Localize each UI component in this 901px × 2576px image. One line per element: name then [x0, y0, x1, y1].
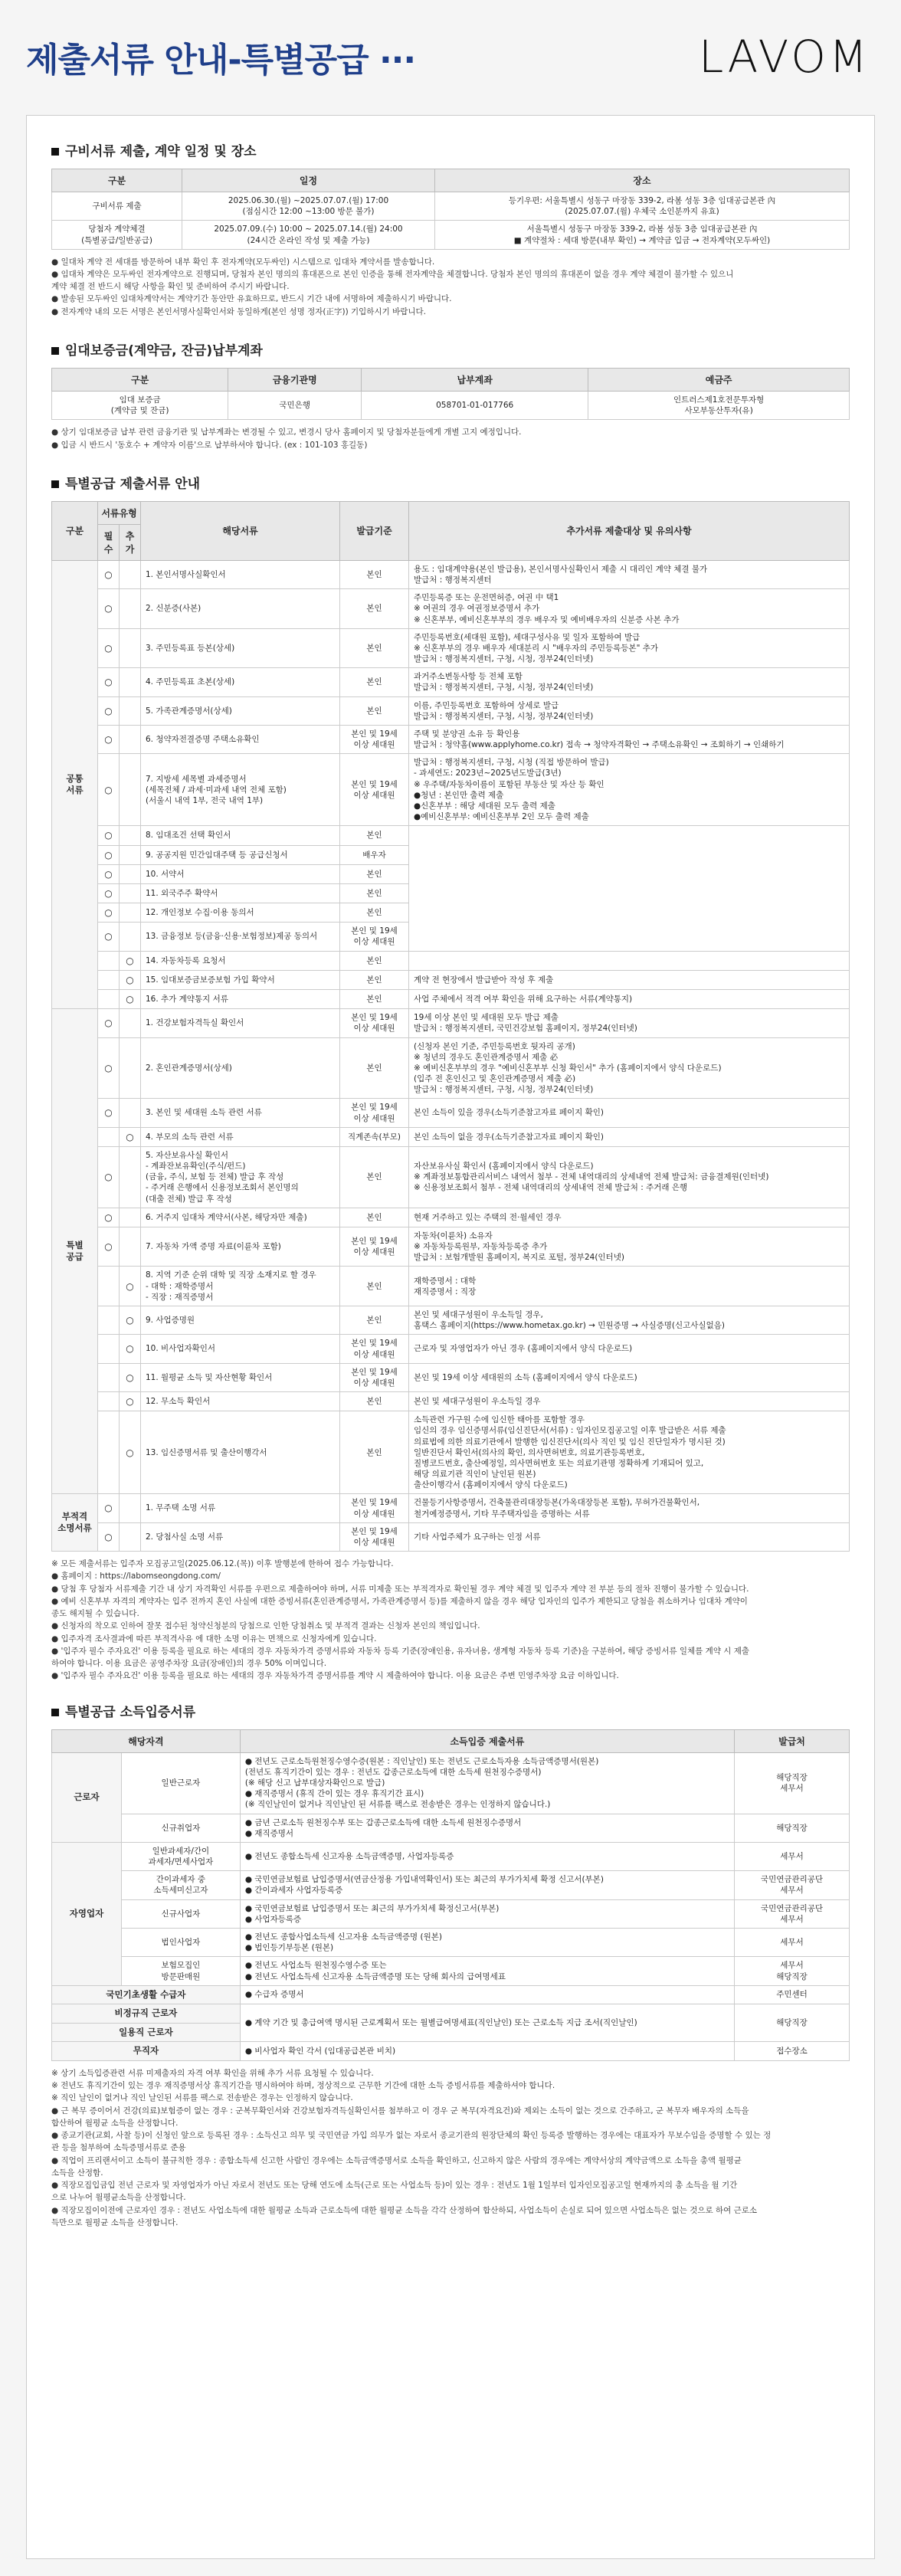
required-mark: ○ — [98, 1099, 120, 1127]
income-note: 관 등을 첨부하여 소득증명서류로 준용 — [51, 2143, 186, 2153]
document-note: 본인 및 19세 이상 세대원의 소득 (홈페이지에서 양식 다운로드) — [409, 1363, 850, 1391]
document-name: 13. 금융정보 등(금융·신용·보험정보)제공 동의서 — [141, 923, 340, 951]
document-note — [409, 826, 850, 951]
col-basis: 발급기준 — [340, 501, 409, 560]
account-header: 금융기관명 — [228, 369, 362, 392]
issue-basis: 본인 — [340, 1392, 409, 1411]
issue-basis: 본인 — [340, 1146, 409, 1208]
additional-mark: ○ — [120, 1335, 141, 1363]
issue-basis: 본인 — [340, 1208, 409, 1227]
issue-basis: 본인 및 19세 이상 세대원 — [340, 1009, 409, 1037]
schedule-cell: 구비서류 제출 — [52, 192, 182, 221]
account-cell: 국민은행 — [228, 392, 362, 420]
account-title: 임대보증금(계약금, 잔금)납부계좌 — [51, 339, 850, 359]
document-name: 8. 지역 기준 순위 대학 및 직장 소재지로 할 경우 - 대학 : 재학증명서 - 직장 : 재직증명서 — [141, 1267, 340, 1306]
issue-basis: 본인 및 19세 이상 세대원 — [340, 1335, 409, 1363]
additional-mark — [120, 923, 141, 951]
income-row — [52, 1928, 850, 1956]
document-name: 1. 건강보험자격득실 확인서 — [141, 1009, 340, 1037]
issue-basis: 본인 — [340, 696, 409, 725]
issue-basis: 본인 — [340, 1267, 409, 1306]
account-table — [51, 368, 850, 420]
additional-mark — [120, 1208, 141, 1227]
income-issuer: 국민연금관리공단 세무서 — [735, 1871, 850, 1899]
additional-mark — [120, 668, 141, 696]
income-note: ● 근 복무 증이어서 건강(의료)보험증이 없는 경우 : 군복무확인서와 건강보험자격득실확인서를 첨부하고 이 경우 군 복무(자격요건)와 제외는 소득이 없는 것으로 간주하고, 군 복무자 배우자의 소득을 — [51, 2106, 749, 2116]
header — [0, 0, 901, 115]
document-name: 14. 자동차등록 요청서 — [141, 951, 340, 970]
special-row — [52, 725, 850, 753]
required-mark — [98, 970, 120, 989]
document-note — [409, 951, 850, 970]
additional-mark: ○ — [120, 989, 141, 1008]
income-doc: ● 전년도 종합소득세 신고자용 소득금액증명, 사업자등록증 — [240, 1842, 734, 1870]
document-name: 4. 부모의 소득 관련 서류 — [141, 1127, 340, 1146]
account-cell: 058701-01-017766 — [362, 392, 588, 420]
document-note: 이름, 주민등록번호 포함하여 상세로 발급 발급처 : 행정복지센터, 구청, 시청, 정부24(인터넷) — [409, 696, 850, 725]
document-note: 건물등기사항증명서, 건축물관리대장등본(가옥대장등본 포함), 무허가건물확인서, 철거예정증명서, 기타 무주택자임을 증명하는 서류 — [409, 1494, 850, 1522]
required-mark: ○ — [98, 668, 120, 696]
qual-subtype: 간이과세자 중 소득세미신고자 — [122, 1871, 241, 1899]
qual-subtype: 보험모집인 방문판매원 — [122, 1957, 241, 1985]
required-mark: ○ — [98, 696, 120, 725]
income-note: ※ 전년도 휴직기간이 있는 경우 재직증명서상 휴직기간을 명시하여야 하며, 정상적으로 근무한 기간에 대한 소득 증빙서류를 제출하셔야 합니다. — [51, 2081, 555, 2090]
document-note: 용도 : 임대계약용(본인 발급용), 본인서명사실확인서 제출 시 대리인 계약 체결 불가 발급처 : 행정복지센터 — [409, 560, 850, 588]
special-row — [52, 1363, 850, 1391]
additional-mark — [120, 1522, 141, 1551]
document-note: 기타 사업주체가 요구하는 인정 서류 — [409, 1522, 850, 1551]
additional-mark — [120, 696, 141, 725]
income-doc: ● 국민연금보험료 납입증명서 또는 최근의 부가가치세 확정신고서(부본) ● 사업자등록증 — [240, 1899, 734, 1928]
document-name: 11. 외국주주 확약서 — [141, 883, 340, 903]
income-note: 으로 나누어 월평균소득을 산정합니다. — [51, 2193, 186, 2203]
required-mark: ○ — [98, 864, 120, 883]
additional-mark — [120, 903, 141, 923]
income-issuer: 해당직장 세무서 — [735, 1752, 850, 1814]
account-notes — [51, 426, 850, 451]
document-name: 10. 비사업자확인서 — [141, 1335, 340, 1363]
issue-basis: 직계존속(부모) — [340, 1127, 409, 1146]
income-row — [52, 1871, 850, 1899]
required-mark: ○ — [98, 1227, 120, 1267]
required-mark: ○ — [98, 826, 120, 845]
document-name: 3. 주민등록표 등본(상세) — [141, 628, 340, 668]
income-doc: ● 전년도 근로소득원천징수영수증(원본 : 직인날인) 또는 전년도 근로소득자용 소득금액증명서(원본) (전년도 휴직기간이 있는 경우 : 전년도 갑종근로소득에 대한 소득세 원천징수증명서) (※ 해당 신고 납부대상자확인으로 발급) ● 재직증명서 (휴직 간이 있는 경우 휴직기간 표시) (※ 직인날인이 없거나 직인날인 된 서류를 팩스로 전송받은 경우는 인정하지 않습니다.) — [240, 1752, 734, 1814]
required-mark: ○ — [98, 923, 120, 951]
additional-mark — [120, 560, 141, 588]
schedule-cell: 당첨자 계약체결 (특별공급/일반공급) — [52, 221, 182, 249]
special-table — [51, 501, 850, 1552]
col-required: 필수 — [98, 524, 120, 560]
document-name: 16. 추가 계약통지 서류 — [141, 989, 340, 1008]
additional-mark: ○ — [120, 1127, 141, 1146]
income-row — [52, 1752, 850, 1814]
document-note: 주택 및 분양권 소유 등 확인용 발급처 : 청약홈(www.applyhome.co.kr) 접속 → 청약자격확인 → 주택소유확인 → 조회하기 → 인쇄하기 — [409, 725, 850, 753]
document-name: 13. 임신증명서류 및 출산이행각서 — [141, 1411, 340, 1494]
group-special: 특별 공급 — [52, 1009, 98, 1494]
income-doc: ● 전년도 사업소득 원천징수영수증 또는 ● 전년도 사업소득세 신고자용 소득금액증명 또는 당해 회사의 급여명세표 — [240, 1957, 734, 1985]
required-mark: ○ — [98, 589, 120, 629]
col-additional: 추가 — [120, 524, 141, 560]
special-row — [52, 589, 850, 629]
document-note: (신청자 본인 기준, 주민등록번호 뒷자리 공개) ※ 청년의 경우도 혼인관계증명서 제출 必 ※ 예비신혼부부의 경우 "예비신혼부부 신청 확인서" 추가 (홈페이지에서 양식 다운로드) (입주 전 혼인신고 및 혼인관계증명서 제출 必) 발급처 : 행정복지센터, 구청, 시청, 정부24(인터넷) — [409, 1037, 850, 1099]
special-note: ● 신청자의 착오로 인하여 잘못 접수된 청약신청분의 당첨으로 인한 당첨취소 및 부적격 결과는 신청자 본인의 책임입니다. — [51, 1621, 480, 1631]
document-name: 2. 신분증(사본) — [141, 589, 340, 629]
document-note: 자동차(이륜차) 소유자 ※ 자동차등록원부, 자동차등록증 추가 발급처 : 보험개발원 홈페이지, 복지로 포털, 정부24(인터넷) — [409, 1227, 850, 1267]
issue-basis: 본인 — [340, 970, 409, 989]
income-note: ● 종교기관(교회, 사찰 등)이 신청인 앞으로 등록된 경우 : 소득신고 의무 및 국민연금 가입 의무가 없는 자로서 종교기관의 원장단체의 확인 등록증 발행하는 경우에는 대표자가 무보수임을 증명할 수 있는 정 — [51, 2131, 772, 2141]
income-note: ※ 상기 소득입증관련 서류 미제출자의 자격 여부 확인을 위해 추가 서류 요청될 수 있습니다. — [51, 2068, 374, 2078]
required-mark — [98, 1411, 120, 1494]
document-note: 주민등록번호(세대원 포함), 세대구성사유 및 일자 포함하여 발급 ※ 신혼부부의 경우 배우자 세대분리 시 "배우자의 주민등록등본" 추가 발급처 : 행정복지센터, 구청, 시청, 정부24(인터넷) — [409, 628, 850, 668]
issue-basis: 본인 — [340, 883, 409, 903]
required-mark — [98, 1335, 120, 1363]
issue-basis: 본인 및 19세 이상 세대원 — [340, 1522, 409, 1551]
col-qualification: 해당자격 — [52, 1729, 241, 1752]
income-note: 합산하여 월평균 소득을 산정합니다. — [51, 2118, 179, 2128]
income-note: 득만으로 월평균 소득을 산정합니다. — [51, 2217, 179, 2227]
income-issuer: 접수장소 — [735, 2042, 850, 2061]
document-name: 7. 자동차 가액 증명 자료(이륜차 포함) — [141, 1227, 340, 1267]
issue-basis: 배우자 — [340, 845, 409, 864]
special-note: ● '입주자 필수 주자요건' 이용 등록을 필요로 하는 세대의 경우 자동차가격 증명서류와 자동차 등록 기준(장애인용, 유자녀용, 생계형 자동차 등록 기준)을 구분하여, 해당 증빙서류 일체를 계약 시 제출 — [51, 1646, 750, 1656]
income-doc: ● 전년도 종합사업소득세 신고자용 소득금액증명 (원본) ● 법인등기부등본 (원본) — [240, 1928, 734, 1956]
income-row — [52, 2042, 850, 2061]
required-mark: ○ — [98, 725, 120, 753]
additional-mark — [120, 1494, 141, 1522]
required-mark: ○ — [98, 1494, 120, 1522]
schedule-note: 계약 체결 전 반드시 해당 사항을 확인 및 준비하여 주시기 바랍니다. — [51, 282, 290, 292]
schedule-row — [52, 221, 850, 249]
schedule-header: 일정 — [182, 169, 435, 192]
income-notes — [51, 2067, 850, 2229]
additional-mark: ○ — [120, 951, 141, 970]
additional-mark: ○ — [120, 1363, 141, 1391]
special-row — [52, 628, 850, 668]
income-row — [52, 1814, 850, 1842]
document-name: 8. 임대조건 선택 확인서 — [141, 826, 340, 845]
document-name: 6. 청약자전결증명 주택소유확인 — [141, 725, 340, 753]
additional-mark — [120, 883, 141, 903]
required-mark — [98, 989, 120, 1008]
additional-mark: ○ — [120, 1267, 141, 1306]
schedule-note: ● 일대차 계약 전 세대를 방문하여 내부 확인 후 전자계약(모두싸인) 시스템으로 임대차 계약서를 발송합니다. — [51, 257, 435, 267]
income-table — [51, 1729, 850, 2061]
document-name: 5. 가족관계증명서(상세) — [141, 696, 340, 725]
document-name: 7. 지방세 세목별 과세증명서 (세목전체 / 과세·미과세 내역 전체 포함) (서울시 내역 1부, 전국 내역 1부) — [141, 754, 340, 826]
document-note: 주민등록증 또는 운전면허증, 여권 中 택1 ※ 여권의 경우 여권정보증명서 추가 ※ 신혼부부, 예비신혼부부의 경우 배우자 및 예비배우자의 신분증 사본 추가 — [409, 589, 850, 629]
document-note: 소득관련 가구원 수에 임신한 태아를 포함할 경우 임신의 경우 임신증명서류(임신진단서(서류) : 임자인모집공고일 이후 발급받은 서류 제출 의료법에 의한 의료기관에서 발행한 임신진단서(의사 직인 및 임신 진단일자가 명시된 것) 일반진단서 확인서(의사의 확인, 의사면허번호, 의료기관등록번호, 질병코드번호, 출산예정일, 의사면허번호 또는 의료기관명 정확하게 기재되어 있고, 해당 의료기관 직인이 날인된 원본) 출산이행각서 (홈페이지에서 양식 다운로드) — [409, 1411, 850, 1494]
issue-basis: 본인 — [340, 589, 409, 629]
document-note: 19세 이상 본인 및 세대원 모두 발급 제출 발급처 : 행정복지센터, 국민건강보험 홈페이지, 정부24(인터넷) — [409, 1009, 850, 1037]
special-title: 특별공급 제출서류 안내 — [51, 473, 850, 492]
required-mark — [98, 1392, 120, 1411]
schedule-cell: 2025.06.30.(월) ~2025.07.07.(월) 17:00 (점심시간 12:00 ~13:00 방문 불가) — [182, 192, 435, 221]
income-note: ● 직장모집이이전에 근로자인 경우 : 전년도 사업소득에 대한 월평균 소득과 근로소득에 대한 월평균 소득을 각각 산정하여 합산하되, 사업소득이 손실로 되어 있으면 사업소득은 없는 것으로 하여 근로소 — [51, 2205, 758, 2215]
document-note: 근로자 및 자영업자가 아닌 경우 (홈페이지에서 양식 다운로드) — [409, 1335, 850, 1363]
special-note: ● 예비 신혼부부 자격의 계약자는 입주 전까지 혼인 사실에 대한 증빙서류(혼인관계증명서, 가족관계증명서 등)를 제출하지 않을 경우 해당 입자인의 입주가 제한되고 당첨을 취소하거나 임대차 계약이 — [51, 1596, 748, 1606]
account-header: 구분 — [52, 369, 228, 392]
income-note: ※ 직인 날인이 없거나 직인 날인된 서류를 팩스로 전송받은 경우는 인정하지 않습니다. — [51, 2093, 353, 2103]
special-row — [52, 1099, 850, 1127]
special-note: ● 입주자격 조사결과에 따른 부적격사유 에 대한 소명 이유는 면책으로 신청자에게 있습니다. — [51, 1634, 377, 1644]
special-row — [52, 668, 850, 696]
required-mark — [98, 1306, 120, 1334]
qual-category: 비정규직 근로자 — [52, 2004, 241, 2024]
special-row — [52, 1127, 850, 1146]
document-name: 9. 사업증명원 — [141, 1306, 340, 1334]
issue-basis: 본인 — [340, 1037, 409, 1099]
required-mark: ○ — [98, 754, 120, 826]
schedule-note: ● 임대차 계약은 모두싸인 전자계약으로 진행되며, 당첨자 본인 명의의 휴대폰으로 본인 인증을 통해 전자계약을 체결합니다. 당첨자 본인 명의의 휴대폰이 없을 경우 계약 체결이 불가할 수 있으니 — [51, 269, 734, 279]
special-note: 하여야 합니다. 이용 요금은 공영주차장 요금(장애인)의 경우 50% 이며입니다. — [51, 1659, 327, 1669]
special-row — [52, 1494, 850, 1522]
special-row — [52, 1392, 850, 1411]
income-issuer: 국민연금관리공단 세무서 — [735, 1899, 850, 1928]
document-name: 15. 임대보증금보증보험 가입 확약서 — [141, 970, 340, 989]
issue-basis: 본인 및 19세 이상 세대원 — [340, 1227, 409, 1267]
special-row — [52, 1522, 850, 1551]
document-note: 계약 전 현장에서 발급받아 작성 후 제출 — [409, 970, 850, 989]
income-doc: ● 수급자 증명서 — [240, 1985, 734, 2004]
col-doc: 해당서류 — [141, 501, 340, 560]
income-issuer: 세무서 — [735, 1928, 850, 1956]
document-name: 11. 월평균 소득 및 자산현황 확인서 — [141, 1363, 340, 1391]
required-mark: ○ — [98, 1522, 120, 1551]
document-note: 재학증명서 : 대학 재직증명서 : 직장 — [409, 1267, 850, 1306]
col-doc-type: 서류유형 — [98, 501, 141, 524]
special-row — [52, 1306, 850, 1334]
required-mark: ○ — [98, 1037, 120, 1099]
income-doc: ● 금년 근로소득 원천징수부 또는 갑종근로소득에 대한 소득세 원천징수증명서 ● 재직증명서 — [240, 1814, 734, 1842]
special-row — [52, 696, 850, 725]
income-issuer: 해당직장 — [735, 1814, 850, 1842]
income-note: ● 직장모집입금입 전년 근로자 및 자영업자가 아닌 자로서 전년도 또는 당해 연도에 소득(근로 또는 사업소득 등)이 있는 경우 : 전년도 1월 1일부터 입자인모집공고일 현재까지의 총 소득을 월 기간 — [51, 2181, 738, 2191]
additional-mark — [120, 826, 141, 845]
account-header: 납부계좌 — [362, 369, 588, 392]
required-mark: ○ — [98, 628, 120, 668]
income-note: ● 직업이 프리랜서이고 소득이 불규칙한 경우 : 종합소득세 신고한 사람인 경우에는 소득금액증명서로 소득을 확인하고, 신고하지 않은 사람의 경우에는 계약서상의 계약금액으로 소득을 총액 월평균 — [51, 2155, 742, 2165]
income-doc: ● 계약 기간 및 총급여액 명시된 근로계획서 또는 월별급여명세표(직인날인) 또는 근로소득 지급 조서(직인날인) — [240, 2004, 734, 2042]
income-row — [52, 1899, 850, 1928]
income-row — [52, 1957, 850, 1985]
schedule-cell: 서울특별시 성동구 마장동 339-2, 라봄 성동 3층 임대공급본관 內 ■ 계약절차 : 세대 방문(내부 확인) → 계약금 입금 → 전자계약(모두싸인) — [435, 221, 850, 249]
account-header: 예금주 — [588, 369, 850, 392]
qual-worker: 근로자 — [52, 1752, 122, 1842]
special-row — [52, 560, 850, 588]
additional-mark — [120, 1227, 141, 1267]
special-row — [52, 1146, 850, 1208]
qual-subtype: 신규사업자 — [122, 1899, 241, 1928]
document-name: 4. 주민등록표 초본(상세) — [141, 668, 340, 696]
income-issuer: 해당직장 — [735, 2004, 850, 2042]
schedule-title: 구비서류 제출, 계약 일정 및 장소 — [51, 140, 850, 159]
col-issuer: 발급처 — [735, 1729, 850, 1752]
issue-basis: 본인 — [340, 864, 409, 883]
account-note: ● 입금 시 반드시 '동호수 + 계약자 이름'으로 납부하셔야 합니다. (ex : 101-103 홍길동) — [51, 440, 368, 450]
schedule-note: ● 전자계약 내의 모든 서명은 본인서명사실확인서와 동일하게(본인 성명 정자(正字)) 기입하시기 바랍니다. — [51, 306, 426, 316]
additional-mark — [120, 1146, 141, 1208]
additional-mark — [120, 725, 141, 753]
schedule-cell: 등기우편: 서울특별시 성동구 마장동 339-2, 라봄 성동 3층 임대공급본관 內 (2025.07.07.(월) 우체국 소인분까지 유효) — [435, 192, 850, 221]
issue-basis: 본인 — [340, 1306, 409, 1334]
document-note: 본인 및 세대구성원이 우소득일 경우 — [409, 1392, 850, 1411]
income-issuer: 세무서 — [735, 1842, 850, 1870]
schedule-table — [51, 169, 850, 250]
required-mark — [98, 1127, 120, 1146]
additional-mark — [120, 845, 141, 864]
qual-category: 일용직 근로자 — [52, 2023, 241, 2042]
additional-mark — [120, 628, 141, 668]
issue-basis: 본인 — [340, 628, 409, 668]
special-row — [52, 1267, 850, 1306]
special-row — [52, 1335, 850, 1363]
group-common: 공통 서류 — [52, 560, 98, 1008]
account-note: ● 상기 임대보증금 납부 관련 금융기관 및 납부계좌는 변경될 수 있고, 변경시 당사 홈페이지 및 당첨자분들에게 개별 고지 예정입니다. — [51, 428, 522, 438]
additional-mark: ○ — [120, 1306, 141, 1334]
qual-self-employed: 자영업자 — [52, 1842, 122, 1985]
document-name: 5. 자산보유사실 확인서 - 계좌잔보유확인(주식/펀드) (금융, 주식, 보험 등 전체) 발급 후 작성 - 주거래 은행에서 신용정보조회서 본인명의 (대출 전체) 발급 후 작성 — [141, 1146, 340, 1208]
issue-basis: 본인 — [340, 1411, 409, 1494]
col-income-docs: 소득입증 제출서류 — [240, 1729, 734, 1752]
qual-subtype: 신규취업자 — [122, 1814, 241, 1842]
additional-mark: ○ — [120, 1392, 141, 1411]
schedule-cell: 2025.07.09.(수) 10:00 ~ 2025.07.14.(월) 24:00 (24시간 온라인 작성 및 제출 가능) — [182, 221, 435, 249]
document-name: 9. 공공지원 민간임대주택 등 공급신청서 — [141, 845, 340, 864]
qual-subtype: 일반근로자 — [122, 1752, 241, 1814]
document-note: 자산보유사실 확인서 (홈페이지에서 양식 다운로드) ※ 계좌정보통합관리서비스 내역서 첨부 - 전체 내역대리의 상세내역 전체 발급처: 금융결제원(인터넷) ※ 신용정보조회서 첨부 - 전체 내역대리의 상세내역 전체 발급처 : 주거래 은행 — [409, 1146, 850, 1208]
required-mark: ○ — [98, 1146, 120, 1208]
income-issuer: 세무서 해당직장 — [735, 1957, 850, 1985]
special-row — [52, 989, 850, 1008]
required-mark — [98, 1267, 120, 1306]
qual-category: 무직자 — [52, 2042, 241, 2061]
required-mark: ○ — [98, 1208, 120, 1227]
document-note: 본인 소득이 있을 경우(소득기준참고자료 페이지 확인) — [409, 1099, 850, 1127]
document-name: 6. 거주지 임대차 계약서(사본, 해당자만 제출) — [141, 1208, 340, 1227]
brand-logo: LAVOM — [699, 31, 870, 83]
issue-basis: 본인 — [340, 989, 409, 1008]
issue-basis: 본인 및 19세 이상 세대원 — [340, 754, 409, 826]
document-name: 10. 서약서 — [141, 864, 340, 883]
special-note: ※ 모든 제출서류는 입주자 모집공고일(2025.06.12.(목)) 이후 발행분에 한하여 접수 가능합니다. — [51, 1559, 394, 1569]
document-name: 3. 본인 및 세대원 소득 관련 서류 — [141, 1099, 340, 1127]
special-notes — [51, 1558, 850, 1683]
special-row — [52, 1208, 850, 1227]
document-name: 1. 무주택 소명 서류 — [141, 1494, 340, 1522]
content-card — [26, 115, 875, 2559]
document-name: 2. 혼인관계증명서(상세) — [141, 1037, 340, 1099]
qual-category: 국민기초생활 수급자 — [52, 1985, 241, 2004]
income-doc: ● 국민연금보험료 납입증명서(연금산정용 가입내역확인서) 또는 최근의 부가가치세 확정 신고서(부본) ● 간이과세자 사업자등록증 — [240, 1871, 734, 1899]
qual-subtype: 일반과세자/간이 과세자/면세사업자 — [122, 1842, 241, 1870]
special-row — [52, 951, 850, 970]
document-note: 현재 거주하고 있는 주택의 전·월세인 경우 — [409, 1208, 850, 1227]
issue-basis: 본인 — [340, 560, 409, 588]
special-row — [52, 1227, 850, 1267]
required-mark: ○ — [98, 1009, 120, 1037]
income-row — [52, 1842, 850, 1870]
schedule-notes — [51, 256, 850, 318]
document-name: 1. 본인서명사실확인서 — [141, 560, 340, 588]
col-note: 추가서류 제출대상 및 유의사항 — [409, 501, 850, 560]
schedule-note: ● 발송된 모두싸인 임대차계약서는 계약기간 동안만 유효하므로, 반드시 기간 내에 서명하여 제출하시기 바랍니다. — [51, 294, 452, 304]
issue-basis: 본인 — [340, 668, 409, 696]
special-row — [52, 970, 850, 989]
required-mark: ○ — [98, 903, 120, 923]
special-note: ● 당첨 후 당첨자 서류제출 기간 내 상기 자격확인 서류를 우편으로 제출하여야 하며, 서류 미제출 또는 부적격자로 확인될 경우 계약 체결 및 입주자 계약 전 부분 등의 절차 진행이 불가할 수 있습니다. — [51, 1584, 749, 1594]
income-title: 특별공급 소득입증서류 — [51, 1701, 850, 1720]
required-mark — [98, 1363, 120, 1391]
document-note: 사업 주체에서 적격 여부 확인을 위해 요구하는 서류(계약통지) — [409, 989, 850, 1008]
issue-basis: 본인 및 19세 이상 세대원 — [340, 725, 409, 753]
additional-mark — [120, 1009, 141, 1037]
issue-basis: 본인 — [340, 903, 409, 923]
income-row — [52, 2004, 850, 2024]
income-row — [52, 1985, 850, 2004]
required-mark: ○ — [98, 560, 120, 588]
income-issuer: 주민센터 — [735, 1985, 850, 2004]
additional-mark — [120, 589, 141, 629]
document-name: 12. 개인정보 수집·이용 동의서 — [141, 903, 340, 923]
document-note: 본인 및 세대구성원이 우소득일 경우, 홈택스 홈페이지(https://www.hometax.go.kr) → 민원증명 → 사실증명(신고사실없음) — [409, 1306, 850, 1334]
schedule-header: 구분 — [52, 169, 182, 192]
issue-basis: 본인 및 19세 이상 세대원 — [340, 923, 409, 951]
page-title: 제출서류 안내-특별공급 ··· — [26, 41, 416, 80]
special-row — [52, 826, 850, 845]
document-note: 과거주소변동사항 등 전체 포함 발급처 : 행정복지센터, 구청, 시청, 정부24(인터넷) — [409, 668, 850, 696]
schedule-header: 장소 — [435, 169, 850, 192]
schedule-row — [52, 192, 850, 221]
document-name: 2. 당첨사실 소명 서류 — [141, 1522, 340, 1551]
special-note: 종도 해지될 수 있습니다. — [51, 1609, 139, 1619]
issue-basis: 본인 — [340, 826, 409, 845]
special-note: ● 홈페이지 : https://labomseongdong.com/ — [51, 1571, 221, 1581]
required-mark: ○ — [98, 845, 120, 864]
additional-mark: ○ — [120, 970, 141, 989]
issue-basis: 본인 및 19세 이상 세대원 — [340, 1494, 409, 1522]
required-mark — [98, 951, 120, 970]
additional-mark — [120, 1099, 141, 1127]
special-note: ● '입주자 필수 주자요건' 이용 등록을 필요로 하는 세대의 경우 자동차가격 증명서류를 계약 시 제출하여야 합니다. 이용 요금은 주변 민영주차장 요금 이하입니다. — [51, 1671, 619, 1681]
issue-basis: 본인 및 19세 이상 세대원 — [340, 1099, 409, 1127]
additional-mark — [120, 1037, 141, 1099]
qual-subtype: 법인사업자 — [122, 1928, 241, 1956]
document-note: 본인 소득이 없을 경우(소득기준참고자료 페이지 확인) — [409, 1127, 850, 1146]
issue-basis: 본인 및 19세 이상 세대원 — [340, 1363, 409, 1391]
account-cell: 임대 보증금 (계약금 및 잔금) — [52, 392, 228, 420]
required-mark: ○ — [98, 883, 120, 903]
col-category: 구분 — [52, 501, 98, 560]
special-row — [52, 1411, 850, 1494]
account-cell: 인트러스제1호전문투자형 사모부동산투자(유) — [588, 392, 850, 420]
document-name: 12. 무소득 확인서 — [141, 1392, 340, 1411]
special-row — [52, 754, 850, 826]
additional-mark — [120, 754, 141, 826]
group-disqualification: 부적격 소명서류 — [52, 1494, 98, 1552]
income-note: 소득을 산정함. — [51, 2168, 103, 2178]
income-doc: ● 비사업자 확인 각서 (임대공급본관 비치) — [240, 2042, 734, 2061]
additional-mark: ○ — [120, 1411, 141, 1494]
additional-mark — [120, 864, 141, 883]
special-row — [52, 1037, 850, 1099]
document-note: 발급처 : 행정복지센터, 구청, 시청 (직접 방문하여 발급) - 과세연도: 2023년~2025년도발급(3년) ※ 우주택/자동차이름이 포함된 부동산 및 자산 등 확인 ●청년 : 본인만 출력 제출 ●신혼부부 : 해당 세대원 모두 출력 제출 ●예비신혼부부: 예비신혼부부 2인 모두 출력 제출 — [409, 754, 850, 826]
issue-basis: 본인 — [340, 951, 409, 970]
special-row — [52, 1009, 850, 1037]
